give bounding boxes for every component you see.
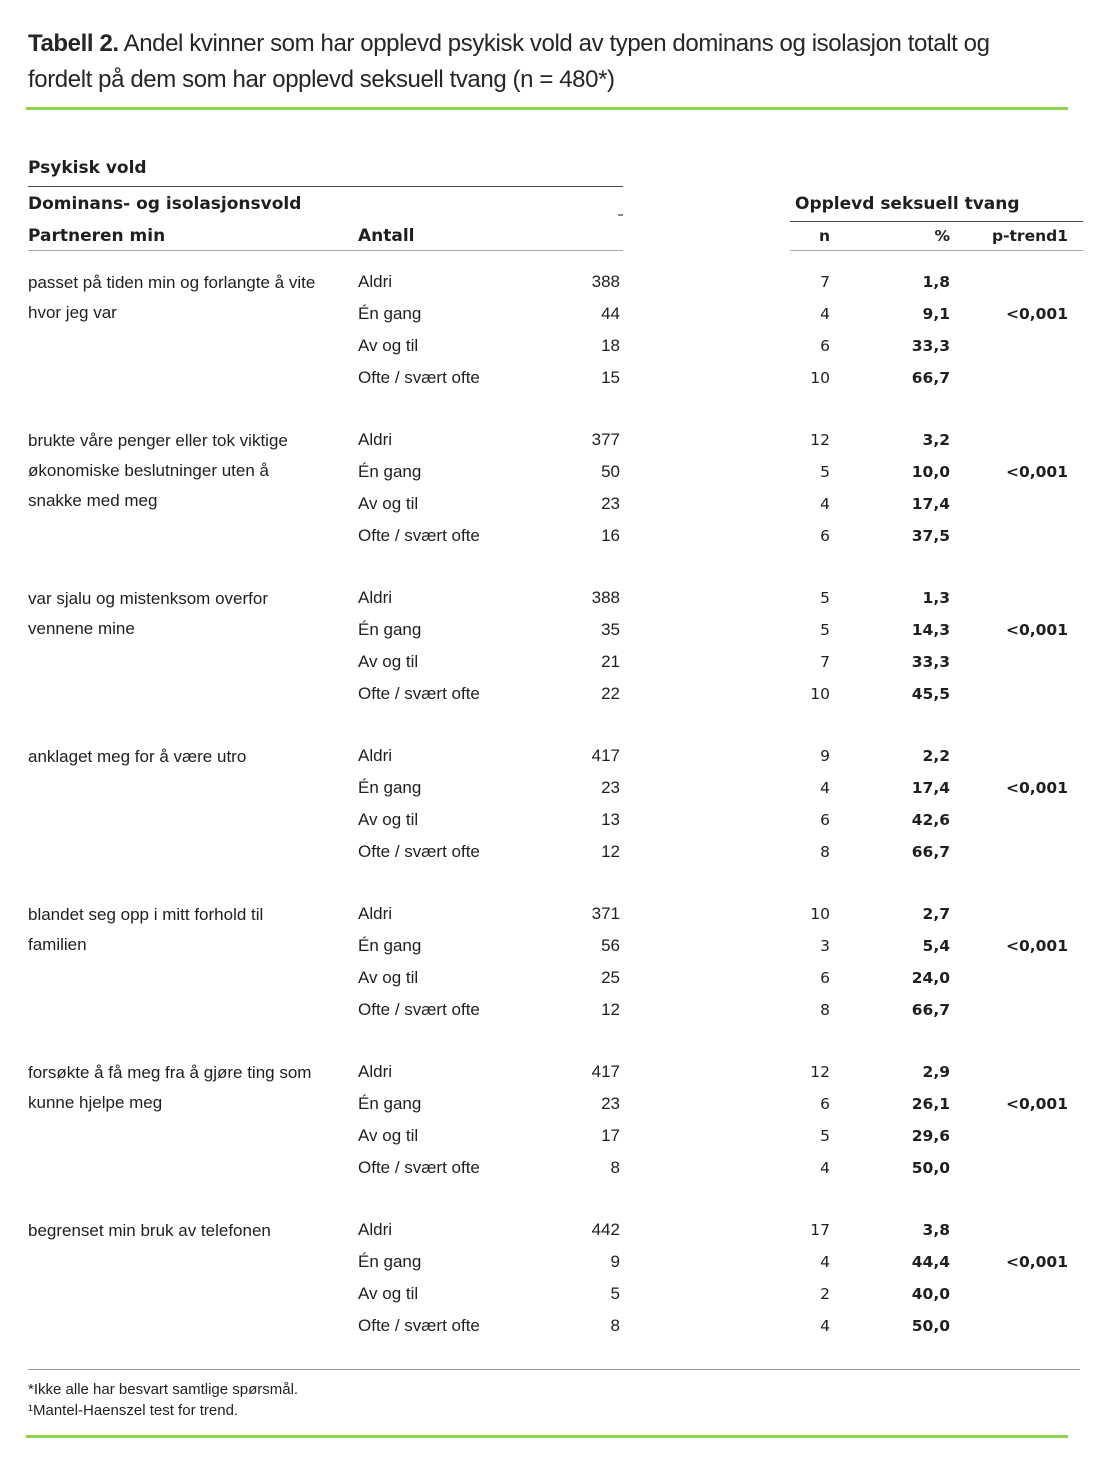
frequency-label: Én gang xyxy=(358,778,422,797)
frequency-label: Én gang xyxy=(358,620,422,639)
question-text: passet på tiden min og forlangte å vite hvor jeg var xyxy=(28,273,316,322)
antall-value: 12 xyxy=(601,842,620,861)
stray-mark xyxy=(618,214,623,216)
percent-value: 1,3 xyxy=(922,589,950,607)
ptrend-value xyxy=(950,1120,1068,1152)
n-value: 10 xyxy=(810,369,830,387)
ptrend-value xyxy=(950,362,1068,394)
question-text: begrenset min bruk av telefonen xyxy=(28,1221,271,1240)
n-value: 6 xyxy=(820,811,830,829)
ptrend-value: <0,001 xyxy=(1005,1095,1068,1113)
question-text: forsøkte å få meg fra å gjøre ting som kunne hjelpe meg xyxy=(28,1063,312,1112)
ptrend-value xyxy=(950,740,1068,772)
n-value: 12 xyxy=(810,1063,830,1081)
frequency-label: Én gang xyxy=(358,1252,422,1271)
antall-value: 417 xyxy=(591,746,620,765)
question-text: var sjalu og mistenksom overfor vennene mine xyxy=(28,589,268,638)
antall-value: 5 xyxy=(610,1284,620,1303)
antall-value: 388 xyxy=(591,272,620,291)
n-value: 8 xyxy=(820,843,830,861)
question-block xyxy=(28,266,1068,394)
bottom-green-rule xyxy=(26,1435,1068,1438)
frequency-label: Av og til xyxy=(358,1126,419,1145)
percent-value: 40,0 xyxy=(911,1285,950,1303)
ptrend-value xyxy=(950,424,1068,456)
n-value: 8 xyxy=(820,1001,830,1019)
antall-value: 25 xyxy=(601,968,620,987)
antall-value: 9 xyxy=(610,1252,620,1271)
antall-value: 23 xyxy=(601,778,620,797)
ptrend-value: <0,001 xyxy=(1005,937,1068,955)
antall-value: 8 xyxy=(610,1158,620,1177)
frequency-label: Én gang xyxy=(358,936,422,955)
ptrend-value: <0,001 xyxy=(1005,779,1068,797)
ptrend-value xyxy=(950,994,1068,1026)
antall-value: 371 xyxy=(591,904,620,923)
n-value: 5 xyxy=(820,621,830,639)
n-value: 5 xyxy=(820,1127,830,1145)
n-value: 5 xyxy=(820,589,830,607)
percent-value: 37,5 xyxy=(911,527,950,545)
ptrend-value: <0,001 xyxy=(1005,1253,1068,1271)
question-text: brukte våre penger eller tok viktige økonomiske beslutninger uten å snakke med meg xyxy=(28,431,288,510)
ptrend-value xyxy=(950,646,1068,678)
frequency-label: Aldri xyxy=(358,430,393,449)
frequency-label: Av og til xyxy=(358,810,419,829)
frequency-label: Ofte / svært ofte xyxy=(358,1000,480,1019)
table-title-label: Tabell 2. xyxy=(28,30,119,57)
frequency-label: Aldri xyxy=(358,904,393,923)
percent-value: 2,2 xyxy=(922,747,950,765)
percent-value: 3,2 xyxy=(922,431,950,449)
antall-value: 388 xyxy=(591,588,620,607)
column-header-percent: % xyxy=(934,227,950,245)
frequency-label: Aldri xyxy=(358,746,393,765)
frequency-label: Én gang xyxy=(358,462,422,481)
antall-value: 17 xyxy=(601,1126,620,1145)
percent-value: 50,0 xyxy=(911,1159,950,1177)
frequency-label: Ofte / svært ofte xyxy=(358,842,480,861)
header-row-underline-right xyxy=(790,250,1083,251)
column-header-ptrend: p-trend1 xyxy=(991,227,1068,245)
antall-value: 442 xyxy=(591,1220,620,1239)
frequency-label: Av og til xyxy=(358,494,419,513)
ptrend-value xyxy=(950,1310,1068,1342)
percent-value: 33,3 xyxy=(911,337,950,355)
question-block xyxy=(28,898,1068,1026)
percent-value: 10,0 xyxy=(911,463,950,481)
antall-value: 16 xyxy=(601,526,620,545)
ptrend-value xyxy=(950,520,1068,552)
footnote-asterisk: *Ikke alle har besvart samtlige spørsmål. xyxy=(28,1381,299,1398)
n-value: 6 xyxy=(820,1095,830,1113)
question-block xyxy=(28,740,1068,868)
n-value: 4 xyxy=(820,1317,830,1335)
percent-value: 66,7 xyxy=(911,369,950,387)
frequency-label: Aldri xyxy=(358,272,393,291)
percent-value: 24,0 xyxy=(911,969,950,987)
section-underline xyxy=(28,186,623,187)
percent-value: 9,1 xyxy=(922,305,950,323)
frequency-label: Aldri xyxy=(358,1220,393,1239)
table-title-text: Andel kvinner som har opplevd psykisk vold av typen dominans og isolasjon totalt og fordelt på dem som har opplevd seksuell tvang (n = 480*) xyxy=(28,30,990,93)
frequency-label: Aldri xyxy=(358,588,393,607)
n-value: 4 xyxy=(820,495,830,513)
antall-value: 417 xyxy=(591,1062,620,1081)
n-value: 4 xyxy=(820,305,830,323)
footnotes xyxy=(28,1379,1093,1421)
antall-value: 18 xyxy=(601,336,620,355)
ptrend-value xyxy=(950,582,1068,614)
n-value: 4 xyxy=(820,779,830,797)
ptrend-value xyxy=(950,898,1068,930)
column-header-question: Partneren min xyxy=(28,226,166,246)
ptrend-value xyxy=(950,804,1068,836)
table-title xyxy=(28,26,1040,98)
percent-value: 14,3 xyxy=(911,621,950,639)
antall-value: 13 xyxy=(601,810,620,829)
ptrend-value: <0,001 xyxy=(1005,463,1068,481)
percent-value: 17,4 xyxy=(911,779,950,797)
percent-value: 66,7 xyxy=(911,843,950,861)
percent-value: 42,6 xyxy=(911,811,950,829)
n-value: 6 xyxy=(820,527,830,545)
section-header: Psykisk vold xyxy=(28,158,147,178)
frequency-label: Én gang xyxy=(358,1094,422,1113)
antall-value: 8 xyxy=(610,1316,620,1335)
question-text: anklaget meg for å være utro xyxy=(28,747,247,766)
right-group-underline xyxy=(790,221,1083,222)
percent-value: 26,1 xyxy=(911,1095,950,1113)
ptrend-value xyxy=(950,1278,1068,1310)
ptrend-value: <0,001 xyxy=(1005,621,1068,639)
percent-value: 1,8 xyxy=(922,273,950,291)
n-value: 10 xyxy=(810,685,830,703)
n-value: 7 xyxy=(820,273,830,291)
ptrend-value xyxy=(950,1152,1068,1184)
ptrend-value xyxy=(950,836,1068,868)
footnote-test: ¹Mantel-Haenszel test for trend. xyxy=(28,1402,239,1419)
antall-value: 35 xyxy=(601,620,620,639)
percent-value: 3,8 xyxy=(922,1221,950,1239)
percent-value: 45,5 xyxy=(911,685,950,703)
column-header-n: n xyxy=(818,227,830,245)
subsection-header: Dominans- og isolasjonsvold xyxy=(28,194,302,214)
question-text: blandet seg opp i mitt forhold til familien xyxy=(28,905,264,954)
ptrend-value xyxy=(950,266,1068,298)
antall-value: 50 xyxy=(601,462,620,481)
frequency-label: Ofte / svært ofte xyxy=(358,1158,480,1177)
frequency-label: Aldri xyxy=(358,1062,393,1081)
frequency-label: Av og til xyxy=(358,1284,419,1303)
n-value: 6 xyxy=(820,337,830,355)
antall-value: 23 xyxy=(601,494,620,513)
percent-value: 50,0 xyxy=(911,1317,950,1335)
footnote-divider xyxy=(28,1369,1080,1370)
frequency-label: Ofte / svært ofte xyxy=(358,368,480,387)
percent-value: 33,3 xyxy=(911,653,950,671)
n-value: 5 xyxy=(820,463,830,481)
ptrend-value: <0,001 xyxy=(1005,305,1068,323)
antall-value: 15 xyxy=(601,368,620,387)
table-body xyxy=(28,266,1068,1342)
column-header-antall: Antall xyxy=(358,226,415,246)
n-value: 4 xyxy=(820,1253,830,1271)
n-value: 17 xyxy=(810,1221,830,1239)
percent-value: 2,9 xyxy=(922,1063,950,1081)
frequency-label: Én gang xyxy=(358,304,422,323)
antall-value: 44 xyxy=(601,304,620,323)
antall-value: 56 xyxy=(601,936,620,955)
ptrend-value xyxy=(950,1056,1068,1088)
n-value: 4 xyxy=(820,1159,830,1177)
antall-value: 23 xyxy=(601,1094,620,1113)
ptrend-value xyxy=(950,678,1068,710)
header-row-underline-left xyxy=(28,250,623,251)
percent-value: 44,4 xyxy=(911,1253,950,1271)
question-block xyxy=(28,582,1068,710)
percent-value: 66,7 xyxy=(911,1001,950,1019)
percent-value: 5,4 xyxy=(922,937,950,955)
right-group-header: Opplevd seksuell tvang xyxy=(795,194,1020,214)
question-block xyxy=(28,424,1068,552)
frequency-label: Ofte / svært ofte xyxy=(358,684,480,703)
ptrend-value xyxy=(950,488,1068,520)
percent-value: 17,4 xyxy=(911,495,950,513)
frequency-label: Ofte / svært ofte xyxy=(358,526,480,545)
ptrend-value xyxy=(950,1214,1068,1246)
n-value: 12 xyxy=(810,431,830,449)
n-value: 6 xyxy=(820,969,830,987)
percent-value: 29,6 xyxy=(911,1127,950,1145)
frequency-label: Av og til xyxy=(358,968,419,987)
percent-value: 2,7 xyxy=(922,905,950,923)
n-value: 2 xyxy=(820,1285,830,1303)
n-value: 9 xyxy=(820,747,830,765)
question-block xyxy=(28,1056,1068,1184)
n-value: 3 xyxy=(820,937,830,955)
ptrend-value xyxy=(950,962,1068,994)
question-block xyxy=(28,1214,1068,1342)
frequency-label: Av og til xyxy=(358,336,419,355)
antall-value: 22 xyxy=(601,684,620,703)
antall-value: 12 xyxy=(601,1000,620,1019)
table-header xyxy=(28,110,1068,257)
ptrend-value xyxy=(950,330,1068,362)
n-value: 10 xyxy=(810,905,830,923)
antall-value: 21 xyxy=(601,652,620,671)
antall-value: 377 xyxy=(591,430,620,449)
frequency-label: Av og til xyxy=(358,652,419,671)
frequency-label: Ofte / svært ofte xyxy=(358,1316,480,1335)
n-value: 7 xyxy=(820,653,830,671)
